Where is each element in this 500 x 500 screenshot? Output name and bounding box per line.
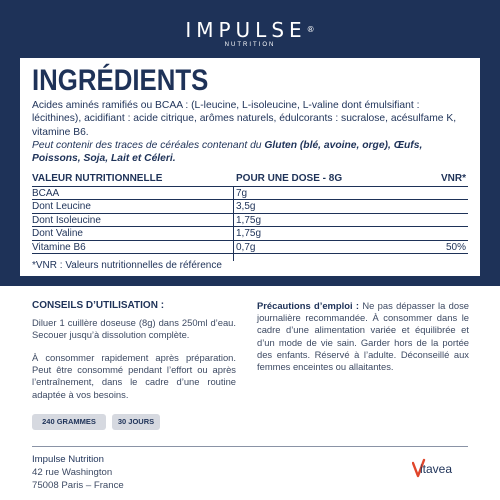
precautions-text — [257, 300, 469, 373]
advice-dosage-text: Diluer 1 cuillère doseuse (8g) dans 250ml d’eau. Secouer jusqu’à dissolution complète. — [32, 317, 236, 341]
nutrient-dose: 3,5g — [236, 201, 256, 213]
company-street: 42 rue Washington — [32, 467, 113, 478]
allergen-list: Gluten (blé, avoine, orge), Œufs, Poissons, Soja, Lait et Céleri. — [32, 139, 423, 165]
brand-subtitle: NUTRITION — [224, 42, 276, 48]
vitavea-logo-text: itavea — [420, 462, 453, 476]
table-row — [32, 187, 468, 200]
nutrient-name: BCAA — [32, 188, 60, 199]
section-divider — [32, 446, 468, 447]
nutrient-dose: 7g — [236, 188, 248, 199]
advice-timing-text: À consommer rapidement après préparation. Peut être consommé pendant l’effort ou après l’entraînement, dans le cadre d’une routine adaptée à vos besoins. — [32, 352, 236, 400]
nutrient-vnr: 50% — [445, 241, 466, 253]
ingredients-title: INGRÉDIENTS — [32, 64, 209, 97]
vitavea-logo — [412, 458, 468, 480]
nutrient-dose: 1,75g — [236, 228, 262, 240]
table-row — [32, 200, 468, 213]
ingredients-text — [32, 99, 468, 165]
weight-badge: 240 GRAMMES — [32, 414, 106, 430]
precautions-label: Précautions d’emploi : — [257, 300, 360, 311]
company-city: 75008 Paris – France — [32, 480, 124, 491]
nutrition-header-row — [32, 172, 468, 187]
nutrition-header-value: VALEUR NUTRITIONNELLE — [32, 173, 163, 184]
precautions-body: Ne pas dépasser la dose journalière recommandée. À consommer dans le cadre d’une alimentation variée et équilibrée et d’un mode de vie sain. Garder hors de la portée des enfants. Réservé à l’adulte. Déconseillé aux femmes enceintes ou allaitantes. — [257, 300, 469, 373]
table-row — [32, 214, 468, 227]
allergen-prefix: Peut contenir des traces de céréales contenant du — [32, 139, 265, 151]
table-row — [32, 241, 468, 254]
table-column-divider — [233, 186, 234, 261]
company-name: Impulse Nutrition — [32, 454, 104, 465]
advice-title: CONSEILS D’UTILISATION : — [32, 300, 165, 311]
allergen-notice — [32, 139, 468, 166]
nutrient-name: Vitamine B6 — [32, 241, 86, 253]
nutrient-dose: 0,7g — [236, 241, 256, 253]
nutrition-header-vnr: VNR* — [440, 173, 466, 184]
brand-registered-mark: ® — [306, 25, 315, 34]
nutrition-table — [32, 172, 468, 254]
nutrient-name: Dont Valine — [32, 228, 83, 240]
nutrient-dose: 1,75g — [236, 214, 262, 226]
brand-logo — [0, 20, 500, 48]
table-row — [32, 227, 468, 240]
duration-badge: 30 JOURS — [112, 414, 160, 430]
vnr-footnote: *VNR : Valeurs nutritionnelles de référence — [32, 260, 222, 271]
ingredients-list: Acides aminés ramifiés ou BCAA : (L-leucine, L-isoleucine, L-valine dont émulsifiant : lécithines), acidifiant : acide citrique, arômes naturels, édulcorants : sucralose, acésulfame K, vitamine B6. — [32, 100, 457, 138]
nutrient-name: Dont Leucine — [32, 201, 91, 213]
company-address — [32, 453, 124, 492]
brand-name: IMPULSE — [185, 18, 307, 42]
nutrition-header-dose: POUR UNE DOSE - 8G — [236, 173, 343, 184]
nutrient-name: Dont Isoleucine — [32, 214, 101, 226]
